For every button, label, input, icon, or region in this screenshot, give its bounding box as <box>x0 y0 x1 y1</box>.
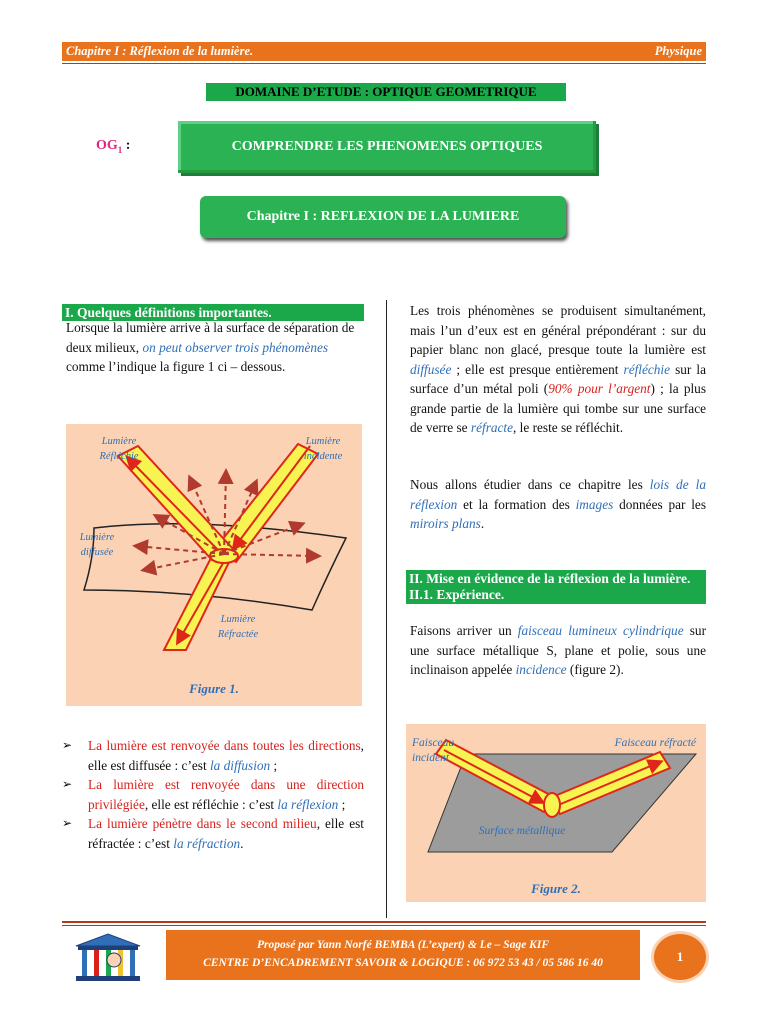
definitions-list <box>62 736 364 853</box>
footer-author: Proposé par Yann Norfé BEMBA (L’expert) & Le – Sage KIF <box>257 939 549 951</box>
section1-text-b: on peut observer trois phénomènes <box>142 339 329 355</box>
figure-1-label-refracted: Lumière Réfractée <box>217 614 259 640</box>
footer-center-contact: CENTRE D’ENCADREMENT SAVOIR & LOGIQUE : 06 972 53 43 / 05 586 16 40 <box>203 957 603 969</box>
right-p2-g: . <box>480 516 485 531</box>
figure-1-drawing <box>66 424 362 706</box>
footer-credits <box>166 930 640 980</box>
section1-text-c: comme l’indique la figure 1 ci – dessous. <box>66 359 286 374</box>
figure-2 <box>406 724 706 902</box>
chapter-title-box: Chapitre I : REFLEXION DE LA LUMIERE <box>200 196 566 238</box>
section2-text-b: faisceau lumineux cylindrique <box>517 623 684 638</box>
right-p2-d: images <box>575 496 614 512</box>
header-subject: Physique <box>654 44 702 58</box>
figure-1-label-incident: Lumière incidente <box>303 436 343 462</box>
footer-divider <box>62 921 706 923</box>
bullet-arrow-icon: ➢ <box>62 738 73 752</box>
right-p2-b: lois de la réflexion <box>410 477 706 512</box>
figure-1-label-reflected: Lumière Réfléchie <box>99 436 139 462</box>
right-p1-d: réfléchie <box>623 361 671 377</box>
right-p2-e: données par les <box>613 496 706 512</box>
right-p1-c: ; elle est presque entièrement <box>451 361 624 377</box>
right-p1-f: 90% pour l’argent <box>548 381 651 396</box>
og-label <box>96 138 130 155</box>
og-title-box: COMPRENDRE LES PHENOMENES OPTIQUES <box>178 121 596 173</box>
right-p1-g: ) ; la plus grande partie de la lumière qui tombe sur une surface de verre se <box>410 381 707 435</box>
section2-title: II. Mise en évidence de la réflexion de la lumière. <box>409 571 691 586</box>
bullet-arrow-icon: ➢ <box>62 777 73 791</box>
right-p1-e: sur la surface d’un métal poli ( <box>410 361 707 396</box>
right-paragraph-2 <box>410 475 706 534</box>
figure-1 <box>66 424 362 706</box>
right-p2-c: et la formation des <box>457 496 576 512</box>
footer-divider-thin <box>62 925 706 926</box>
right-p1-b: diffusée <box>410 361 452 377</box>
page-number: 1 <box>654 934 706 980</box>
og-label-colon: : <box>122 138 131 153</box>
page-header <box>62 42 706 61</box>
section1-title: I. Quelques définitions importantes. <box>62 304 364 321</box>
list-item <box>62 736 364 775</box>
bullet-term: la diffusion <box>209 757 271 773</box>
right-p1-h: réfracte <box>470 420 514 435</box>
section2-text-c: sur une surface métallique S, plane et polie, sous une inclinaison appelée <box>410 623 707 677</box>
right-p1-i: , le reste se réfléchit. <box>513 420 624 435</box>
bullet-end: ; <box>338 796 346 812</box>
bullet-red-text: La lumière est renvoyée dans toutes les directions <box>88 738 361 753</box>
right-p2-f: miroirs plans <box>410 516 481 531</box>
header-divider <box>62 63 706 64</box>
figure-2-caption: Figure 2. <box>531 881 581 896</box>
figure-1-label-diffuse: Lumière diffusée <box>79 532 115 558</box>
right-paragraph-1 <box>410 301 706 438</box>
og-label-sub: 1 <box>117 144 123 155</box>
og-label-text: OG <box>96 138 118 153</box>
figure-1-caption: Figure 1. <box>189 681 239 696</box>
bullet-red-text: La lumière est renvoyée dans une direction privilégiée <box>88 777 364 812</box>
section2-title-block <box>406 570 706 604</box>
section2-paragraph <box>410 621 706 680</box>
section2-text-d: incidence <box>515 662 567 677</box>
bullet-red-text: La lumière pénètre dans le second milieu <box>88 816 317 831</box>
logo-graphic <box>66 932 150 984</box>
figure-2-impact-spot <box>544 793 560 817</box>
bullet-term: la réfraction <box>173 835 241 851</box>
bullet-plain-text: , elle est réfractée : c’est <box>88 816 364 851</box>
right-p1-a: Les trois phénomènes se produisent simultanément, mais l’un d’eux est en général prépondérant : sur du papier blanc non glacé, presque toute la lumière est <box>410 303 706 357</box>
section2-subtitle: II.1. Expérience. <box>409 587 505 602</box>
center-logo <box>66 932 150 984</box>
bullet-term: la réflexion <box>277 796 339 812</box>
bullet-end: ; <box>270 757 278 773</box>
bullet-plain-text: , elle est réfléchie : c’est <box>144 796 278 812</box>
bullet-arrow-icon: ➢ <box>62 816 73 830</box>
figure-2-label-surface: Surface métallique <box>478 825 566 837</box>
bullet-end: . <box>240 835 244 851</box>
list-item <box>62 814 364 853</box>
right-p2-a: Nous allons étudier dans ce chapitre les <box>410 477 650 492</box>
figure-2-label-reflected: Faisceau réfracté <box>614 737 696 749</box>
section1-paragraph <box>66 318 364 377</box>
section1-text-a: Lorsque la lumière arrive à la surface de séparation de deux milieux, <box>66 320 355 355</box>
domain-title: DOMAINE D’ETUDE : OPTIQUE GEOMETRIQUE <box>206 83 566 101</box>
header-chapter: Chapitre I : Réflexion de la lumière. <box>66 44 254 58</box>
section2-text-a: Faisons arriver un <box>410 623 518 638</box>
section2-text-e: (figure 2). <box>566 662 624 677</box>
column-divider <box>386 300 387 918</box>
list-item <box>62 775 364 814</box>
figure-2-label-incident: Faisceau incident <box>412 737 455 764</box>
bullet-plain-text: , elle est diffusée : c’est <box>88 738 364 773</box>
